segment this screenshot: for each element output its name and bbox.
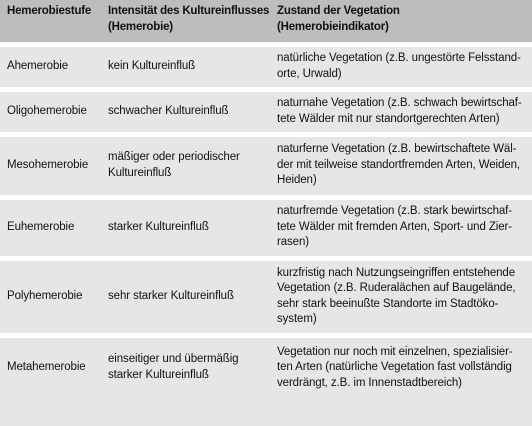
table-row	[0, 335, 532, 398]
intensity-cell	[101, 134, 270, 197]
cell-text-line: Polyhemerobie	[7, 289, 83, 302]
cell-text-line: sehr starker Kultureinfluß	[108, 289, 234, 302]
cell-text-line: Ahemerobie	[7, 59, 69, 72]
intensity-cell	[101, 89, 270, 134]
vegetation-cell	[270, 44, 532, 89]
column-header-zustand	[270, 0, 532, 44]
cell-text-line: starker Kultureinfluß	[108, 368, 209, 381]
table-row	[0, 258, 532, 335]
stage-cell	[0, 258, 101, 335]
table-body	[0, 44, 532, 398]
cell-text-line: naturnahe Vegetation (z.B. schwach bewirtschaf-	[277, 97, 522, 109]
cell-text-line: mäßiger oder periodischer	[108, 151, 240, 163]
header-text-line: Zustand der Vegetation	[277, 5, 400, 17]
cell-text-line: Euhemerobie	[7, 220, 75, 233]
cell-text-line: sehr stark beeinußte Standorte im Stadtöko-	[277, 297, 499, 310]
cell-text-line: Oligohemerobie	[7, 104, 87, 117]
cell-text-line: naturfremde Vegetation (z.B. stark bewirtschaf-	[277, 205, 512, 218]
table-row	[0, 134, 532, 197]
cell-text-line: kurzfristig nach Nutzungseingriffen entstehende	[277, 266, 516, 279]
cell-text-line: Heiden)	[277, 174, 317, 187]
cell-text-line: der mit teilweise standortfremden Arten, Weiden,	[277, 158, 520, 171]
header-text-line: (Hemerobie)	[108, 20, 173, 33]
cell-text-line: Mesohemerobie	[7, 158, 89, 171]
stage-cell	[0, 89, 101, 134]
vegetation-cell	[270, 89, 532, 134]
cell-text-line: rasen)	[277, 236, 309, 249]
table-header-row	[0, 0, 532, 44]
header-text-line: Hemerobiestufe	[7, 5, 92, 17]
intensity-cell	[101, 197, 270, 258]
header-text-line: Intensität des Kultureinflusses	[108, 5, 270, 17]
vegetation-cell	[270, 258, 532, 335]
cell-text-line: system)	[277, 313, 317, 325]
intensity-cell	[101, 335, 270, 398]
cell-text-line: einseitiger und übermäßig	[108, 353, 239, 366]
stage-cell	[0, 134, 101, 197]
cell-text-line: naturferne Vegetation (z.B. bewirtschaftete Wäl-	[277, 143, 517, 156]
column-header-intensitaet	[101, 0, 270, 44]
vegetation-cell	[270, 134, 532, 197]
cell-text-line: kein Kultureinfluß	[108, 59, 196, 72]
stage-cell	[0, 197, 101, 258]
cell-text-line: ten Arten (natürliche Vegetation fast vollständig	[277, 361, 512, 373]
column-header-hemerobiestufe	[0, 0, 101, 44]
cell-text-line: schwacher Kultureinfluß	[108, 104, 229, 117]
table-row	[0, 44, 532, 89]
stage-cell	[0, 335, 101, 398]
cell-text-line: Vegetation nur noch mit einzelnen, spezialisier-	[277, 345, 513, 358]
cell-text-line: tete Wälder mit nur standortgerechten Arten)	[277, 112, 500, 125]
cell-text-line: Vegetation (z.B. Ruderalächen auf Baugelände,	[277, 282, 516, 294]
table-row	[0, 197, 532, 258]
cell-text-line: starker Kultureinfluß	[108, 220, 209, 233]
intensity-cell	[101, 44, 270, 89]
cell-text-line: Kultureinfluß	[108, 166, 172, 179]
cell-text-line: Metahemerobie	[7, 361, 86, 373]
cell-text-line: orte, Urwald)	[277, 67, 342, 80]
cell-text-line: natürliche Vegetation (z.B. ungestörte Felsstand-	[277, 52, 521, 64]
vegetation-cell	[270, 335, 532, 398]
cell-text-line: tete Wälder mit fremden Arten, Sport- und Zier-	[277, 220, 512, 233]
cell-text-line: verdrängt, z.B. im Innenstadtbereich)	[277, 376, 462, 389]
header-text-line: (Hemerobieindikator)	[277, 20, 389, 33]
intensity-cell	[101, 258, 270, 335]
table-row	[0, 89, 532, 134]
stage-cell	[0, 44, 101, 89]
vegetation-cell	[270, 197, 532, 258]
